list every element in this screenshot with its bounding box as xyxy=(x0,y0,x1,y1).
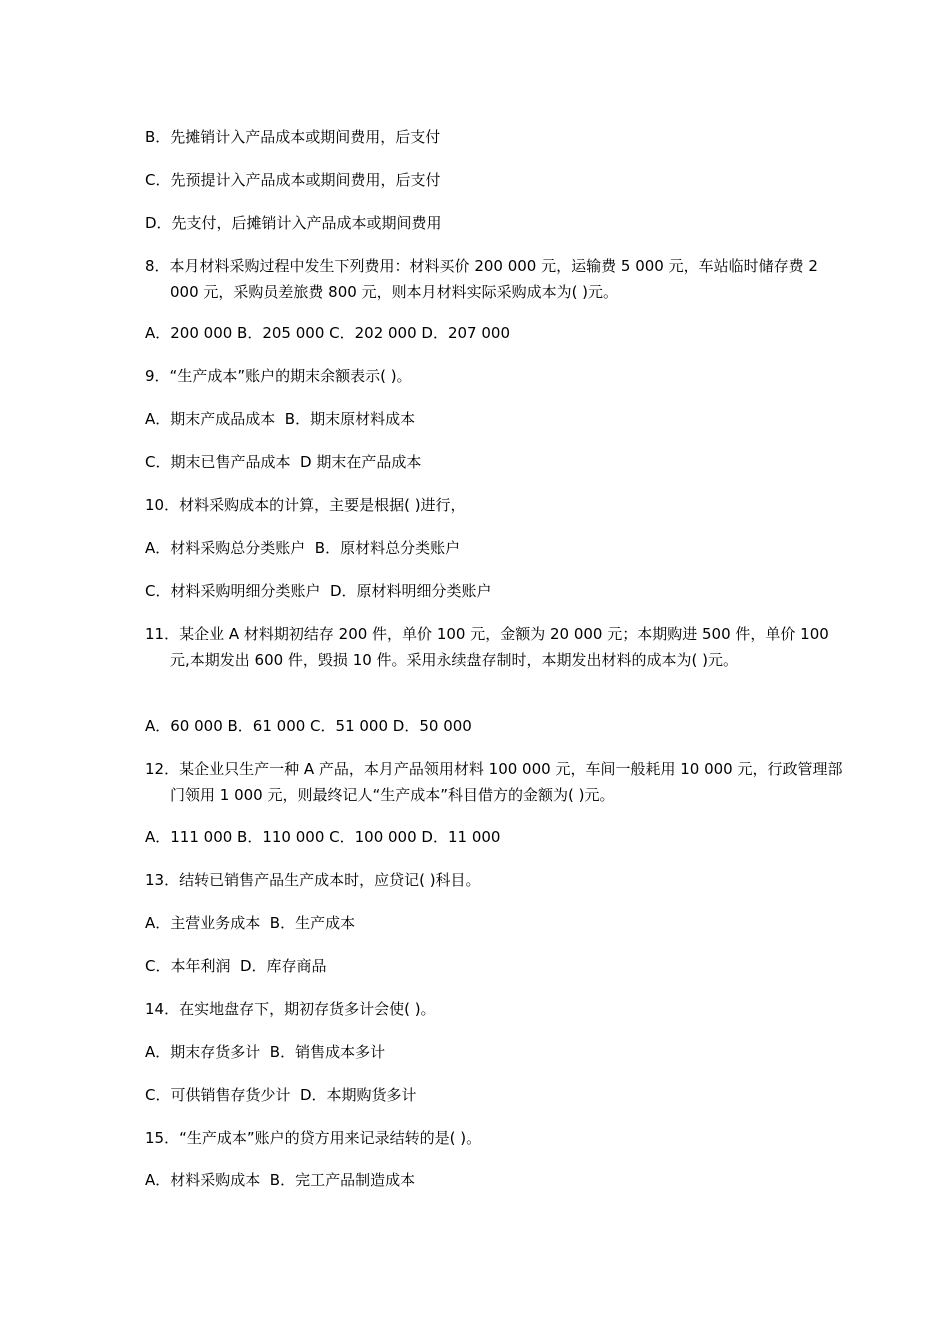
option-line: C．期末已售产品成本 D 期末在产品成本 xyxy=(145,453,422,471)
option-line: A．主营业务成本 B．生产成本 xyxy=(145,914,356,932)
option-line: A．期末产成品成本 B．期末原材料成本 xyxy=(145,410,416,428)
option-line: C．可供销售存货少计 D．本期购货多计 xyxy=(145,1086,417,1104)
option-line: D．先支付，后摊销计入产品成本或期间费用 xyxy=(145,214,442,232)
question-10: 10．材料采购成本的计算，主要是根据( )进行， xyxy=(145,496,466,514)
option-line: C．先预提计入产品成本或期间费用，后支付 xyxy=(145,171,441,189)
option-line: C．材料采购明细分类账户 D．原材料明细分类账户 xyxy=(145,582,492,600)
option-line: B．先摊销计入产品成本或期间费用，后支付 xyxy=(145,128,441,146)
question-9: 9．“生产成本”账户的期末余额表示( )。 xyxy=(145,367,412,385)
question-14: 14．在实地盘存下，期初存货多计会使( )。 xyxy=(145,1000,436,1018)
question-15: 15．“生产成本”账户的贷方用来记录结转的是( )。 xyxy=(145,1129,482,1147)
options-11: A．60 000 B．61 000 C．51 000 D．50 000 xyxy=(145,717,472,735)
option-line: A．材料采购总分类账户 B．原材料总分类账户 xyxy=(145,539,461,557)
option-line: A．期末存货多计 B．销售成本多计 xyxy=(145,1043,386,1061)
option-line: C．本年利润 D．库存商品 xyxy=(145,957,327,975)
options-8: A．200 000 B．205 000 C．202 000 D．207 000 xyxy=(145,324,510,342)
question-8: 8．本月材料采购过程中发生下列费用：材料买价 200 000 元，运输费 5 000 元，车站临时储存费 2 000 元，采购员差旅费 800 元，则本月材料实际采购成本为( )元。 xyxy=(145,257,823,301)
question-13: 13．结转已销售产品生产成本时，应贷记( )科目。 xyxy=(145,871,481,889)
question-11: 11．某企业 A 材料期初结存 200 件，单价 100 元，金额为 20 000 元；本期购进 500 件，单价 100 元,本期发出 600 件，毁损 10 件。采用永续盘存制时，本期发出材料的成本为( )元。 xyxy=(145,625,834,669)
options-12: A．111 000 B．110 000 C．100 000 D．11 000 xyxy=(145,828,501,846)
question-12: 12．某企业只生产一种 A 产品，本月产品领用材料 100 000 元，车间一般耗用 10 000 元，行政管理部门领用 1 000 元，则最终记人“生产成本”科目借方的金额为( )元。 xyxy=(145,760,843,804)
option-line: A．材料采购成本 B．完工产品制造成本 xyxy=(145,1171,416,1189)
